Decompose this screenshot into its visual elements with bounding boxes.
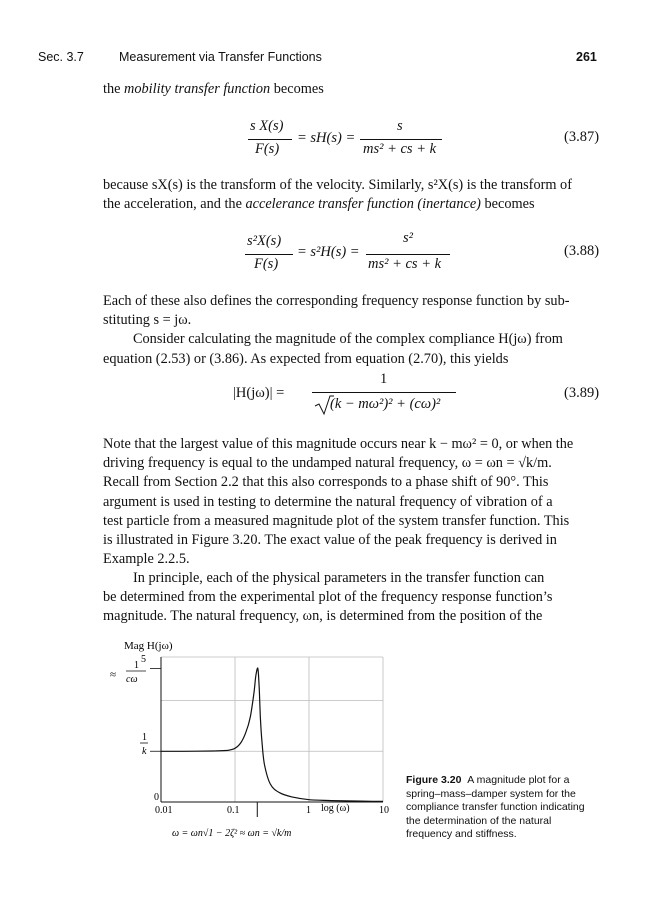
- magnitude-curve: [161, 668, 383, 801]
- page-number: 261: [576, 50, 597, 64]
- xtick-label: 1: [306, 805, 311, 816]
- y-axis-label: Mag H(jω): [124, 640, 173, 652]
- xtick-label: log (ω): [321, 803, 350, 814]
- ytick-peak-prefix: ≈: [110, 669, 117, 681]
- eq388-mid: = s²H(s) =: [297, 244, 360, 260]
- eq389-lhs: |H(jω)| =: [233, 385, 285, 401]
- paragraph-parameters: In principle, each of the physical parameters in the transfer function can be determined from the experimental plot of the frequency response function’s magnitude. The natural frequency, ωn, is determined from the position of the: [103, 570, 553, 625]
- eq388-den1: F(s): [254, 256, 279, 272]
- xaxis-note: ω = ωn√1 − 2ζ² ≈ ωn = √k/m: [172, 828, 292, 839]
- xtick-label: 10: [379, 805, 389, 816]
- figure-caption: Figure 3.20 A magnitude plot for a spring–mass–damper system for the compliance transfer function indicating the determination of the natural frequency and stiffness.: [406, 774, 585, 841]
- plot-grid: [161, 657, 383, 802]
- section-number: Sec. 3.7: [38, 50, 84, 64]
- tick-labels: [155, 803, 389, 816]
- ytick-peak-num: 1: [134, 660, 139, 671]
- paragraph-accelerance: because sX(s) is the transform of the velocity. Similarly, s²X(s) is the transform of the acceleration, and the accelerance transfer function (inertance) becomes: [103, 177, 572, 213]
- running-title: Measurement via Transfer Functions: [119, 50, 322, 64]
- ytick-0: 0: [154, 792, 159, 803]
- eq388-num2: s²: [403, 230, 413, 246]
- xtick-label: 0.1: [227, 805, 240, 816]
- eq387-num1: s X(s): [250, 118, 284, 134]
- paragraph-natural-frequency: Note that the largest value of this magnitude occurs near k − mω² = 0, or when the driving frequency is equal to the undamped natural frequency, ω = ωn = √k/m. Recall from Section 2.2 that this also corresponds to a phase shift of 90°. This argument is used in testing to determine the natural frequency of vibration of a test particle from a measured magnitude plot of the system transfer function. This is illustrated in Figure 3.20. The exact value of the peak frequency is derived in Example 2.2.5.: [103, 436, 574, 568]
- eq387-num2: s: [397, 118, 403, 134]
- eq387-den2: ms² + cs + k: [363, 141, 437, 157]
- eq389-label: (3.89): [564, 385, 600, 401]
- paragraph-mobility: the mobility transfer function becomes: [103, 81, 324, 97]
- eq388-den2: ms² + cs + k: [368, 256, 442, 272]
- eq389-num: 1: [380, 371, 388, 387]
- plot-axes: [150, 657, 383, 817]
- eq387-den1: F(s): [255, 141, 280, 157]
- ytick-5: 5: [141, 654, 146, 665]
- paragraph-frequency-response: Each of these also defines the corresponding frequency response function by sub- stituting s = jω. Consider calculating the magnitude of the complex compliance H(jω) from equation (2.53) or (3.86). As expected from equation (2.70), this yields: [103, 293, 570, 367]
- xtick-label: 0.01: [155, 805, 173, 816]
- eq388-num1: s²X(s): [247, 233, 282, 249]
- eq387-mid: = sH(s) =: [297, 130, 356, 146]
- ytick-stiff-num: 1: [142, 732, 147, 743]
- magnitude-plot: [100, 630, 410, 865]
- ytick-peak-den: cω: [126, 674, 138, 685]
- eq388-label: (3.88): [564, 243, 600, 259]
- eq389-den: (k − mω²)² + (cω)²: [330, 396, 441, 412]
- ytick-stiff-den: k: [142, 746, 147, 757]
- eq387-label: (3.87): [564, 129, 600, 145]
